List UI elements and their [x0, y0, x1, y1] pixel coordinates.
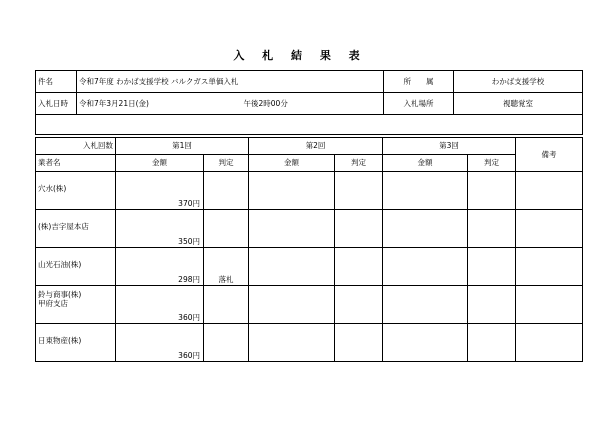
table-row	[36, 286, 583, 324]
round-header-row	[36, 138, 583, 155]
datetime-label: 入札日時	[36, 93, 77, 115]
affiliation-label: 所 属	[384, 71, 454, 93]
subject-value: 令和7年度 わかば支援学校 バルクガス単価入札	[77, 71, 384, 93]
amount-cell	[116, 248, 204, 286]
results-table	[35, 137, 583, 362]
page-title: 入 札 結 果 表	[233, 49, 367, 62]
bid-judgment: 落札	[218, 274, 234, 284]
amount-cell	[116, 286, 204, 324]
judgment-header-3: 判定	[468, 155, 516, 172]
bid-amount: 360円	[178, 312, 200, 322]
column-header-row	[36, 155, 583, 172]
remarks-cell	[516, 172, 583, 210]
remarks-cell	[516, 248, 583, 286]
amount-cell	[116, 324, 204, 362]
date-value: 令和7年3月21日(金)	[77, 93, 212, 115]
place-label: 入札場所	[384, 93, 454, 115]
bidder-name-cell	[36, 324, 116, 362]
blank-cell	[36, 115, 583, 135]
info-row-blank	[36, 115, 583, 135]
judgment-cell	[204, 248, 249, 286]
judgment-header-1: 判定	[204, 155, 249, 172]
info-table	[35, 70, 583, 135]
remarks-cell	[516, 286, 583, 324]
amount-header-2: 金額	[249, 155, 335, 172]
judgment-cell	[204, 324, 249, 362]
round-3-header: 第3回	[383, 138, 516, 155]
remarks-cell	[516, 210, 583, 248]
bidder-name: 山光石油(株)	[38, 260, 82, 269]
remarks-header: 備考	[516, 138, 583, 172]
round-1-header: 第1回	[116, 138, 249, 155]
bidder-name-cell	[36, 286, 116, 324]
info-row-subject	[36, 71, 583, 93]
subject-label: 件名	[36, 71, 77, 93]
bidder-name-cell	[36, 172, 116, 210]
bidder-name: 穴水(株)	[38, 184, 67, 193]
judgment-header-2: 判定	[335, 155, 383, 172]
place-value: 視聴覚室	[454, 93, 583, 115]
bidder-header: 業者名	[36, 155, 116, 172]
bidder-name: 鈴与商事(株) 甲府支店	[38, 290, 82, 309]
amount-header-1: 金額	[116, 155, 204, 172]
info-row-datetime	[36, 93, 583, 115]
bid-amount: 370円	[178, 198, 200, 208]
amount-cell	[116, 172, 204, 210]
bid-amount: 350円	[178, 236, 200, 246]
bidder-name-cell	[36, 248, 116, 286]
judgment-cell	[204, 286, 249, 324]
bid-amount: 360円	[178, 350, 200, 360]
table-row	[36, 172, 583, 210]
amount-header-3: 金額	[383, 155, 468, 172]
bidder-name: (株)吉字屋本店	[38, 222, 89, 231]
judgment-cell	[204, 210, 249, 248]
affiliation-value: わかば支援学校	[454, 71, 583, 93]
round-2-header: 第2回	[249, 138, 383, 155]
bidder-name: 日東物産(株)	[38, 336, 82, 345]
table-row	[36, 248, 583, 286]
bidder-name-cell	[36, 210, 116, 248]
remarks-cell	[516, 324, 583, 362]
amount-cell	[116, 210, 204, 248]
bid-amount: 298円	[178, 274, 200, 284]
judgment-cell	[204, 172, 249, 210]
table-row	[36, 210, 583, 248]
table-row	[36, 324, 583, 362]
round-header: 入札回数	[36, 138, 116, 155]
time-value: 午後2時00分	[212, 93, 384, 115]
